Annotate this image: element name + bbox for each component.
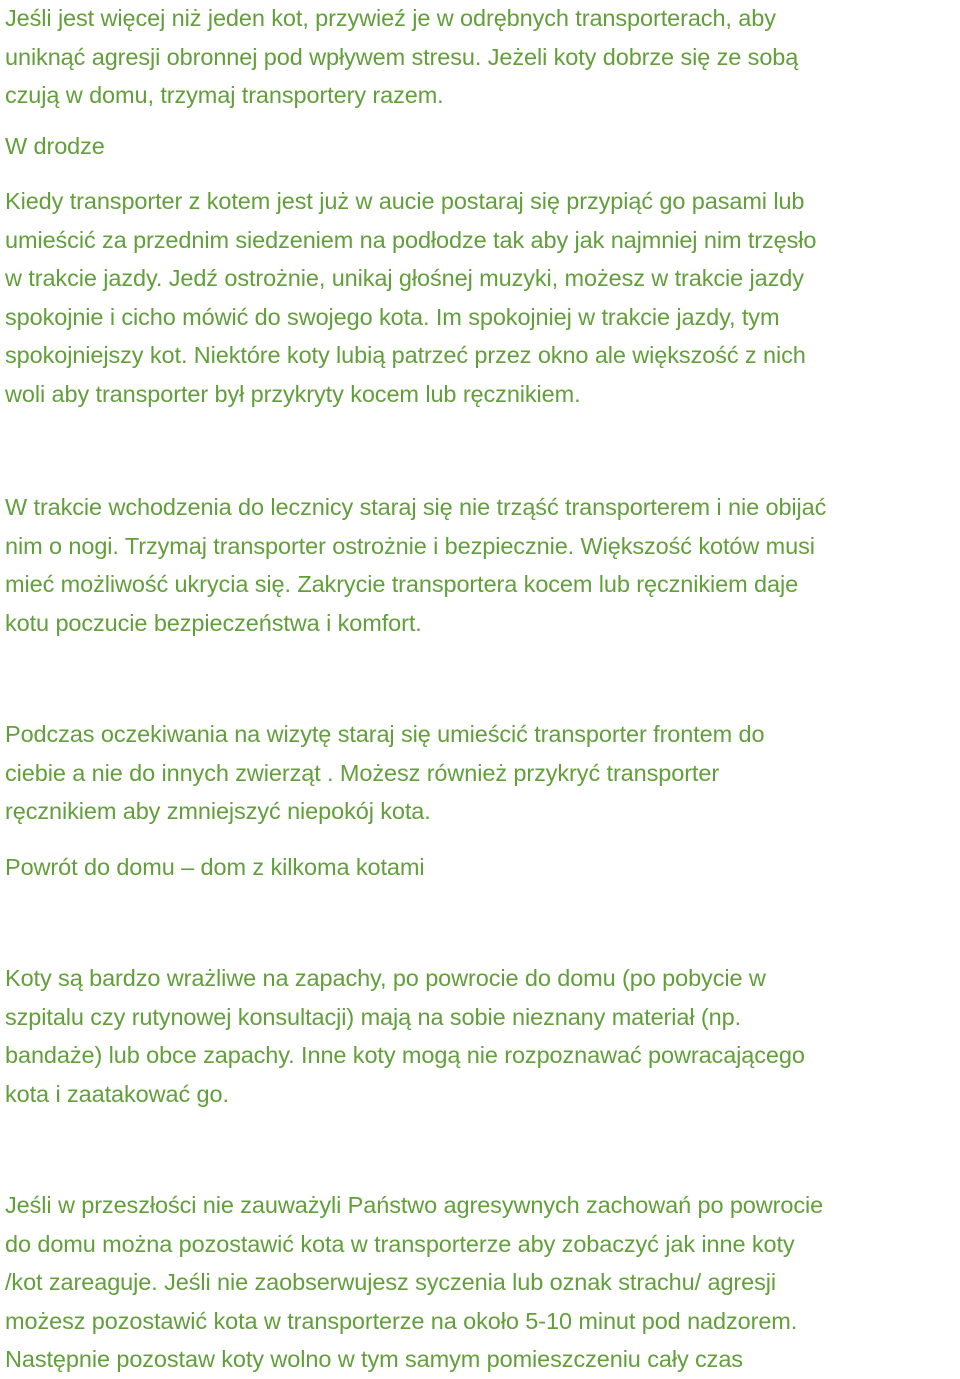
text-line: kotu poczucie bezpieczeństwa i komfort.: [5, 609, 422, 636]
text-line: w trakcie jazdy. Jedź ostrożnie, unikaj głośnej muzyki, możesz w trakcie jazdy: [5, 265, 804, 292]
text-line: spokojniejszy kot. Niektóre koty lubią patrzeć przez okno ale większość z nich: [5, 342, 806, 369]
text-line: ciebie a nie do innych zwierząt . Możesz również przykryć transporter: [5, 759, 720, 786]
text-line: bandaże) lub obce zapachy. Inne koty mogą nie rozpoznawać powracającego: [5, 1042, 805, 1069]
text-line: nim o nogi. Trzymaj transporter ostrożnie i bezpiecznie. Większość kotów musi: [5, 532, 815, 559]
paragraph-zapachy: [5, 959, 955, 1113]
paragraph-intro: [5, 0, 955, 115]
text-line: Jeśli w przeszłości nie zauważyli Państwo agresywnych zachowań po powrocie: [5, 1192, 824, 1218]
text-line: czują w domu, trzymaj transportery razem.: [5, 82, 444, 109]
text-line: Jeśli jest więcej niż jeden kot, przywieź je w odrębnych transporterach, aby: [5, 5, 776, 31]
text-line: kota i zaatakować go.: [5, 1080, 229, 1107]
text-line: szpitalu czy rutynowej konsultacji) mają na sobie nieznany materiał (np.: [5, 1003, 742, 1030]
text-line: spokojnie i cicho mówić do swojego kota. Im spokojniej w trakcie jazdy, tym: [5, 303, 780, 330]
text-line: uniknąć agresji obronnej pod wpływem stresu. Jeżeli koty dobrze się ze sobą: [5, 43, 799, 70]
text-line: woli aby transporter był przykryty kocem lub ręcznikiem.: [5, 380, 581, 407]
heading-powrot-do-domu: [5, 848, 955, 887]
text-line: /kot zareaguje. Jeśli nie zaobserwujesz syczenia lub oznak strachu/ agresji: [5, 1269, 777, 1296]
text-line: Następnie pozostaw koty wolno w tym samym pomieszczeniu cały czas: [5, 1346, 743, 1373]
paragraph-lecznica: [5, 488, 955, 642]
heading-text: W drodze: [5, 133, 105, 159]
heading-text: Powrót do domu – dom z kilkoma kotami: [5, 854, 425, 880]
paragraph-w-drodze: [5, 182, 955, 414]
text-line: do domu można pozostawić kota w transporterze aby zobaczyć jak inne koty: [5, 1230, 795, 1257]
text-line: W trakcie wchodzenia do lecznicy staraj się nie trząść transporterem i nie obijać: [5, 494, 827, 520]
text-line: ręcznikiem aby zmniejszyć niepokój kota.: [5, 798, 431, 825]
text-line: możesz pozostawić kota w transporterze na około 5-10 minut pod nadzorem.: [5, 1307, 798, 1334]
text-line: Koty są bardzo wrażliwe na zapachy, po powrocie do domu (po pobycie w: [5, 965, 766, 991]
paragraph-agresja: [5, 1186, 955, 1379]
text-line: Podczas oczekiwania na wizytę staraj się umieścić transporter frontem do: [5, 721, 765, 747]
text-line: umieścić za przednim siedzeniem na podłodze tak aby jak najmniej nim trzęsło: [5, 226, 817, 253]
text-line: Kiedy transporter z kotem jest już w aucie postaraj się przypiąć go pasami lub: [5, 188, 805, 214]
paragraph-oczekiwanie: [5, 715, 955, 831]
heading-w-drodze: [5, 127, 955, 166]
text-line: mieć możliwość ukrycia się. Zakrycie transportera kocem lub ręcznikiem daje: [5, 571, 799, 598]
